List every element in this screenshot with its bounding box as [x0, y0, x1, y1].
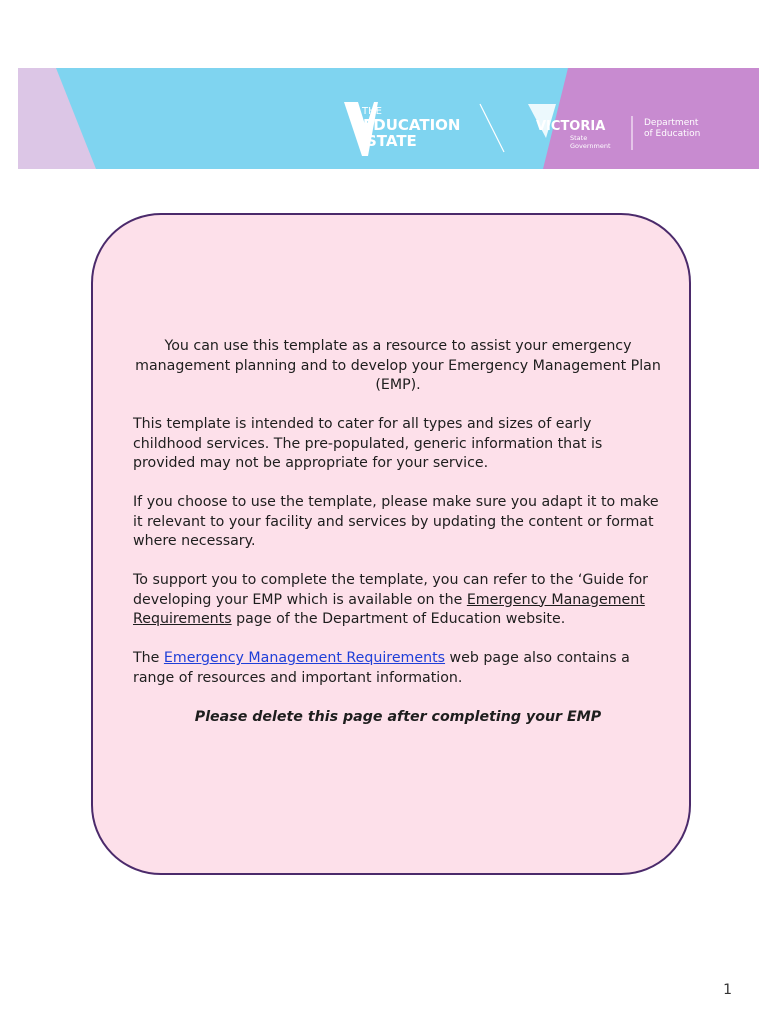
info-card-content — [133, 337, 663, 747]
emergency-requirements-link-2[interactable]: Emergency Management Requirements — [163, 650, 446, 666]
header-banner — [18, 68, 759, 169]
education-state-line1: THE — [362, 106, 382, 117]
education-state-line2: EDUCATION — [363, 116, 461, 134]
guide-text-before: To support you to complete the template, you can refer to the ‘Guide for developing your EMP which is available on the — [133, 572, 649, 608]
emergency-requirements-link-1[interactable]: Emergency Management Requirements — [133, 591, 645, 627]
department-line1: Department — [644, 118, 699, 128]
victoria-word: VICTORIA — [536, 119, 606, 134]
page-number: 1 — [723, 982, 732, 998]
banner-graphic — [18, 68, 759, 169]
resources-paragraph — [133, 649, 663, 688]
victoria-sub1: State — [570, 134, 588, 142]
resources-text-after: web page also contains a range of resources and important information. — [133, 650, 630, 686]
info-card — [91, 213, 691, 875]
resources-text-before: The — [133, 650, 164, 666]
adapt-paragraph: If you choose to use the template, please make sure you adapt it to make it relevant to your facility and services by updating the content or format where necessary. — [133, 494, 659, 549]
education-state-line3: STATE — [366, 132, 417, 150]
delete-page-note: Please delete this page after completing your EMP — [194, 708, 602, 725]
services-paragraph: This template is intended to cater for all types and sizes of early childhood services. The pre-populated, generic information that is provided may not be appropriate for your service. — [133, 416, 603, 471]
guide-paragraph — [133, 571, 663, 630]
guide-text-after: page of the Department of Education website. — [231, 611, 566, 627]
intro-paragraph: You can use this template as a resource to assist your emergency management planning and to develop your Emergency Management Plan (EMP). — [135, 338, 661, 393]
victoria-sub2: Government — [570, 142, 611, 150]
department-line2: of Education — [644, 129, 701, 139]
